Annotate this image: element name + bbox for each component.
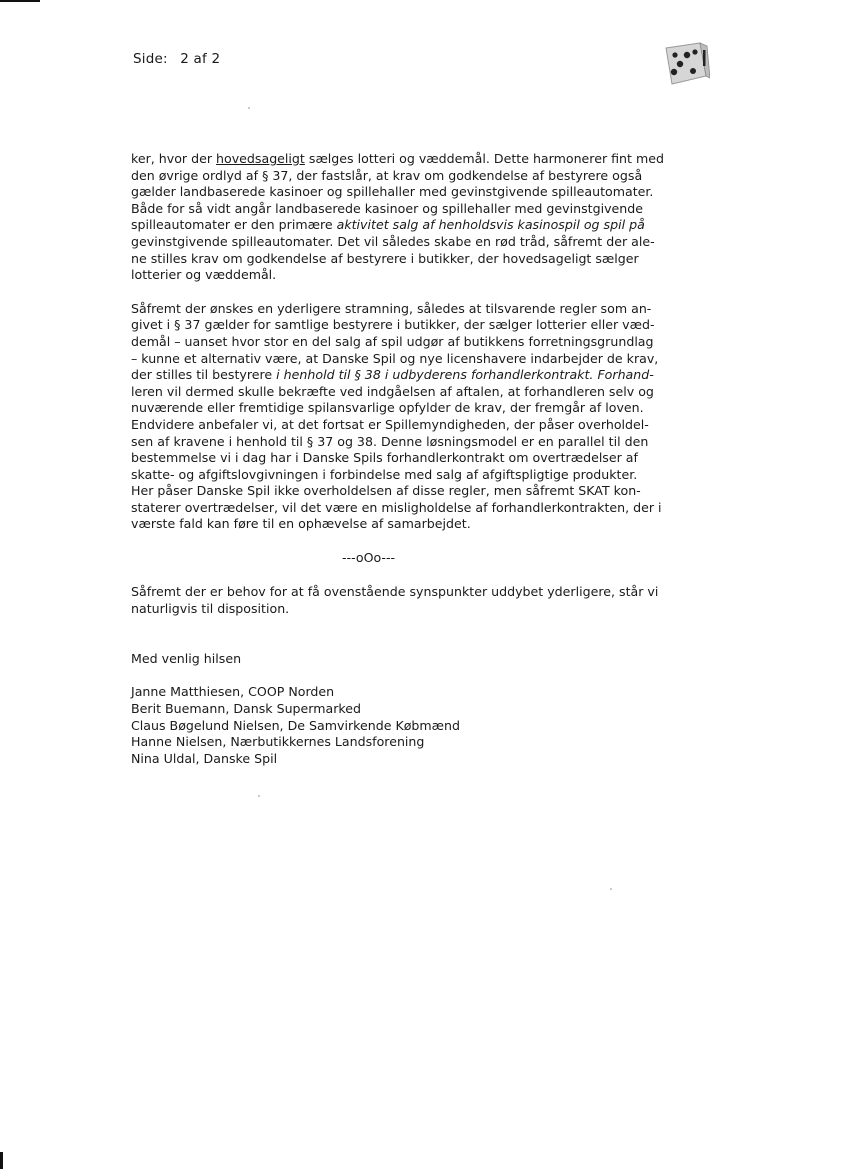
signatory: Nina Uldal, Danske Spil — [131, 751, 278, 767]
text-line — [131, 184, 676, 201]
text-run: sen af kravene i henhold til § 37 og 38. Denne løsningsmodel er en parallel til den — [131, 433, 649, 449]
page-header — [133, 51, 220, 67]
text-run: gælder landbaserede kasinoer og spillehaller med gevinstgivende spilleautomater. — [131, 184, 654, 200]
text-line — [131, 500, 676, 517]
text-run: spilleautomater er den primære — [131, 217, 337, 233]
text-line — [131, 334, 676, 351]
text-run: Såfremt der ønskes en yderligere stramning, således at tilsvarende regler som an- — [131, 300, 652, 316]
text-run: leren vil dermed skulle bekræfte ved indgåelsen af aftalen, at forhandleren selv og — [131, 383, 654, 399]
text-line — [131, 151, 676, 168]
page-label: Side: — [133, 51, 168, 67]
text-run: lotterier og væddemål. — [131, 267, 277, 283]
scan-speck — [258, 795, 260, 797]
text-run: demål – uanset hvor stor en del salg af spil udgør af butikkens forretningsgrundlag — [131, 333, 654, 349]
greeting: Med venlig hilsen — [131, 651, 242, 666]
text-line — [131, 351, 676, 368]
text-line — [131, 217, 676, 234]
scan-speck — [610, 888, 612, 890]
text-run: givet i § 37 gælder for samtlige bestyrere i butikker, der sælger lotterier eller væd- — [131, 317, 655, 333]
text-run: nuværende eller fremtidige spilansvarlige opfylder de krav, der fremgår af loven. — [131, 400, 644, 416]
dice-icon — [660, 40, 710, 86]
dice-logo — [660, 40, 710, 86]
italic-text: i henhold til § 38 i udbyderens forhandlerkontrakt. Forhand- — [276, 367, 654, 383]
signatory: Janne Matthiesen, COOP Norden — [131, 684, 335, 699]
text-line — [131, 384, 676, 401]
underlined-text: hovedsageligt — [216, 151, 305, 166]
closing-line: Såfremt der er behov for at få ovenstående synspunkter uddybet yderligere, står vi — [131, 584, 659, 599]
text-line — [131, 234, 676, 251]
text-run: Både for så vidt angår landbaserede kasinoer og spillehaller med gevinstgivende — [131, 200, 643, 216]
text-line — [131, 400, 676, 417]
text-line — [131, 467, 676, 484]
signatory-list — [131, 684, 460, 768]
text-line — [131, 301, 676, 318]
text-line — [131, 483, 676, 500]
scan-speck — [248, 107, 250, 109]
section-separator: ---oOo--- — [342, 550, 396, 565]
text-line — [131, 168, 676, 185]
text-run: ker, hvor der — [131, 151, 217, 166]
body-paragraph — [131, 151, 676, 284]
text-line — [131, 251, 676, 268]
body-paragraph — [131, 301, 676, 533]
text-line — [131, 450, 676, 467]
signatory: Berit Buemann, Dansk Supermarked — [131, 700, 362, 716]
text-run: gevinstgivende spilleautomater. Det vil således skabe en rød tråd, såfremt der ale- — [131, 233, 655, 249]
text-run: der stilles til bestyrere — [131, 367, 277, 383]
text-line — [131, 417, 676, 434]
italic-text: aktivitet salg af henholdsvis kasinospil og spil på — [336, 217, 645, 233]
text-run: Endvidere anbefaler vi, at det fortsat er Spillemyndigheden, der påser overholdel- — [131, 416, 649, 432]
text-line — [131, 267, 676, 284]
text-run: skatte- og afgiftslovgivningen i forbindelse med salg af afgiftspligtige produkter. — [131, 466, 638, 482]
text-run: – kunne et alternativ være, at Danske Spil og nye licenshavere indarbejder de krav, — [131, 350, 659, 366]
closing-line: naturligvis til disposition. — [131, 600, 290, 616]
page-number: 2 af 2 — [180, 51, 221, 67]
text-run: værste fald kan føre til en ophævelse af samarbejdet. — [131, 516, 471, 532]
text-run: staterer overtrædelser, vil det være en misligholdelse af forhandlerkontrakten, der i — [131, 499, 662, 515]
text-run: bestemmelse vi i dag har i Danske Spils forhandlerkontrakt om overtrædelser af — [131, 450, 638, 466]
text-run: ne stilles krav om godkendelse af bestyrere i butikker, der hovedsageligt sælger — [131, 250, 639, 266]
text-line — [131, 317, 676, 334]
paragraph-gap — [131, 284, 676, 301]
text-line — [131, 367, 676, 384]
text-run: Her påser Danske Spil ikke overholdelsen af disse regler, men såfremt SKAT kon- — [131, 483, 641, 499]
text-line — [131, 434, 676, 451]
signatory: Claus Bøgelund Nielsen, De Samvirkende Købmænd — [131, 717, 461, 733]
text-line — [131, 516, 676, 533]
text-run: den øvrige ordlyd af § 37, der fastslår, at krav om godkendelse af bestyrere også — [131, 167, 643, 183]
letter-body — [131, 151, 676, 533]
signatory: Hanne Nielsen, Nærbutikkernes Landsforening — [131, 734, 425, 750]
scan-edge-mark-bottom — [0, 1152, 3, 1169]
scan-edge-mark-top — [0, 0, 40, 2]
closing-paragraph — [131, 584, 658, 617]
text-run: sælges lotteri og væddemål. Dette harmonerer fint med — [304, 151, 664, 166]
text-line — [131, 201, 676, 218]
